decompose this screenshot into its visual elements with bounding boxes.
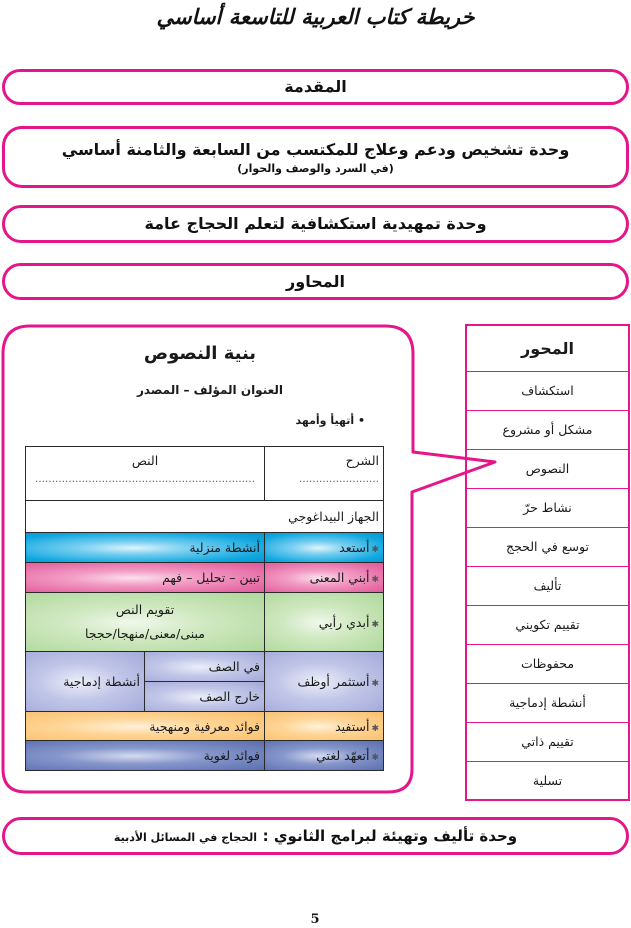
explanation-dotted-line: ……………………	[299, 474, 379, 485]
row-value: فوائد لغوية	[26, 741, 265, 771]
apparatus-cell: الجهاز البيداغوجي	[26, 501, 384, 533]
row-value-line-1: تقويم النص	[115, 602, 175, 618]
axis-item-formative-assessment: تقييم تكويني	[466, 605, 629, 644]
row-label	[265, 652, 384, 712]
bullet-star-icon: ✱	[371, 753, 379, 763]
table-row	[26, 712, 384, 741]
text-dotted-line: …………………………………………………………	[35, 474, 255, 485]
axis-item-free-activity: نشاط حرّ	[466, 488, 629, 527]
text-column-header	[26, 447, 265, 501]
row-value: أنشطة إدماجية	[26, 652, 145, 712]
pedagogical-table	[25, 446, 384, 771]
explanation-label: الشرح	[345, 453, 379, 468]
section-final-unit	[2, 817, 629, 855]
table-header-row	[26, 447, 384, 501]
row-label-text: أبدي رأيي	[318, 614, 370, 630]
axis-list-item	[466, 488, 629, 527]
axis-list-item	[466, 644, 629, 683]
axis-item-entertainment: تسلية	[466, 761, 629, 800]
section-diagnostic-title: وحدة تشخيص ودعم وعلاج للمكتسب من السابعة والثامنة أساسي	[61, 139, 570, 159]
page-title: خريطة كتاب العربية للتاسعة أساسي	[156, 4, 475, 29]
section-introduction-label: المقدمة	[284, 77, 347, 96]
bullet-star-icon: ✱	[371, 723, 379, 734]
axis-item-integration-activities: أنشطة إدماجية	[466, 683, 629, 722]
section-preparatory-label: وحدة تمهيدية استكشافية لتعلم الحجاج عامة	[144, 214, 487, 233]
axis-list-header: المحور	[466, 325, 629, 371]
row-label-text: أتعهّد لغتي	[316, 748, 370, 763]
text-structure-subtitle: العنوان المؤلف – المصدر	[136, 383, 283, 397]
axis-list-item	[466, 371, 629, 410]
explanation-column-header	[265, 447, 384, 501]
row-value: فوائد معرفية ومنهجية	[26, 712, 265, 741]
row-subvalue-outside-class: خارج الصف	[145, 682, 265, 712]
text-label: النص	[131, 453, 159, 468]
bullet-star-icon: ✱	[371, 619, 379, 630]
section-introduction	[2, 69, 629, 105]
section-final-text	[114, 826, 517, 846]
axis-list-item	[466, 410, 629, 449]
row-value: تبين – تحليل – فهم	[26, 563, 265, 593]
section-final-main: وحدة تأليف وتهيئة لبرامج الثانوي :	[262, 827, 518, 846]
row-label	[265, 563, 384, 593]
section-diagnostic-subtitle: (في السرد والوصف والحوار)	[237, 161, 394, 175]
row-label-text: أبني المعنى	[309, 570, 370, 585]
axis-list-item	[466, 761, 629, 800]
axis-item-arguments-expansion: توسع في الحجج	[466, 527, 629, 566]
row-label	[265, 533, 384, 563]
row-value-line-2: مبنى/معنى/منهجا/حججا	[85, 626, 205, 641]
axis-item-texts: النصوص	[466, 449, 629, 488]
table-row	[26, 563, 384, 593]
axis-list	[465, 324, 630, 801]
row-label	[265, 741, 384, 771]
axis-list-item	[466, 566, 629, 605]
section-diagnostic-unit	[2, 126, 629, 188]
bullet-star-icon: ✱	[371, 679, 379, 689]
row-label	[265, 593, 384, 652]
axis-list-item	[466, 683, 629, 722]
page-number: 5	[310, 912, 320, 927]
axis-item-composition: تأليف	[466, 566, 629, 605]
row-label-text: أستثمر أوظف	[297, 674, 370, 689]
axis-item-memorization: محفوظات	[466, 644, 629, 683]
bullet-star-icon: ✱	[371, 545, 379, 555]
row-label	[265, 712, 384, 741]
axis-list-item	[466, 722, 629, 761]
row-label-text: أستعد	[339, 540, 370, 555]
axis-list-item	[466, 605, 629, 644]
table-row	[26, 741, 384, 771]
axis-list-item	[466, 449, 629, 488]
section-final-small: الحجاج في المسائل الأدبية	[113, 831, 258, 845]
section-preparatory-unit	[2, 205, 629, 243]
row-value: أنشطة منزلية	[26, 533, 265, 563]
section-axes	[2, 263, 629, 300]
table-row-apparatus	[26, 501, 384, 533]
axis-list-header-row	[466, 325, 629, 371]
axis-list-item	[466, 527, 629, 566]
table-row	[26, 593, 384, 652]
text-structure-title: بنية النصوص	[143, 343, 257, 364]
axis-item-self-assessment: تقييم ذاتي	[466, 722, 629, 761]
row-value	[26, 593, 265, 652]
axis-item-exploration: استكشاف	[466, 371, 629, 410]
row-label-text: أستفيد	[335, 718, 370, 734]
text-structure-bullet: • أتهيأ وأمهد	[295, 414, 365, 427]
table-row	[26, 533, 384, 563]
axis-item-problem-or-project: مشكل أو مشروع	[466, 410, 629, 449]
table-row	[26, 652, 384, 682]
section-axes-label: المحاور	[286, 271, 345, 291]
bullet-star-icon: ✱	[371, 575, 379, 585]
row-subvalue-in-class: في الصف	[145, 652, 265, 682]
